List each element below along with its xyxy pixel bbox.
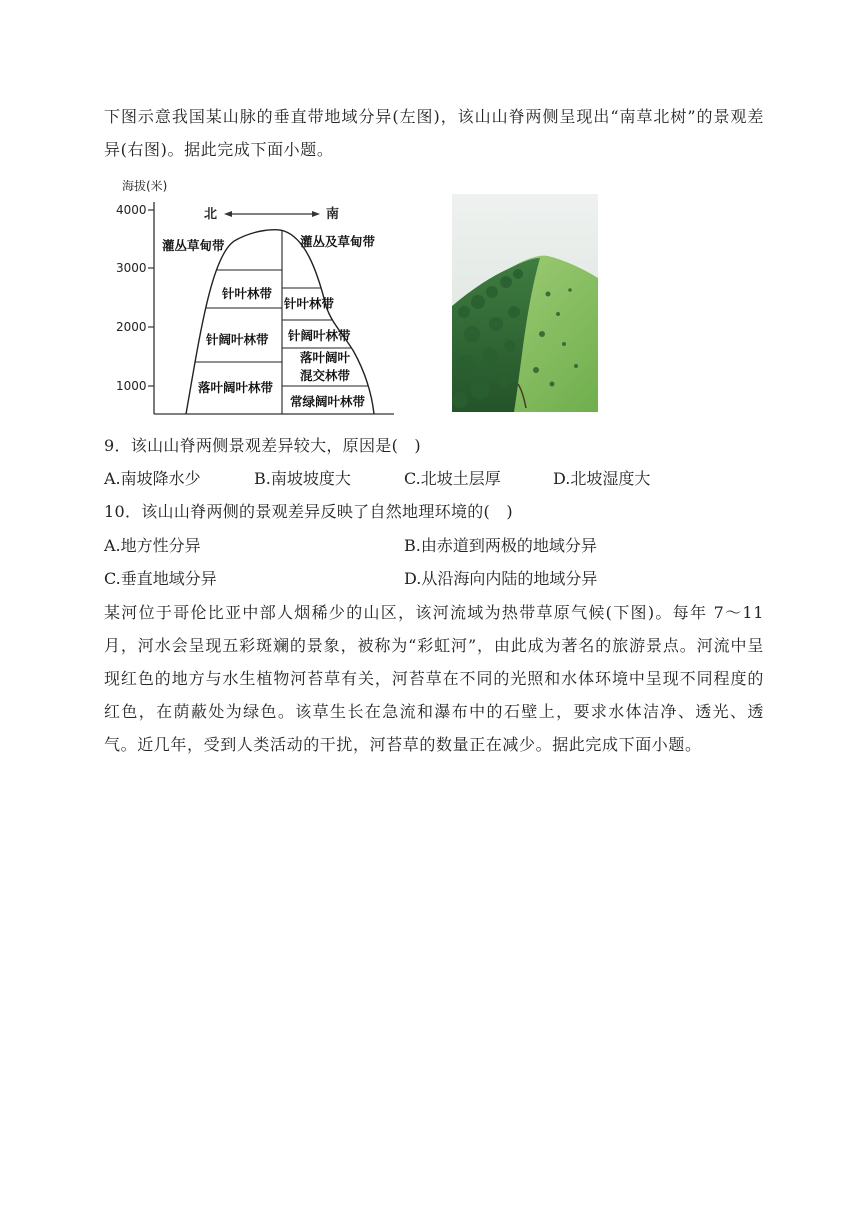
south-zone-shrub-meadow: 灌丛及草甸带 <box>300 234 376 249</box>
intro-paragraph-1: 下图示意我国某山脉的垂直带地域分异(左图)，该山山脊两侧呈现出“南草北树”的景观差异(右图)。据此完成下面小题。 <box>104 107 764 159</box>
ridge-photo <box>452 194 598 412</box>
q10-option-a[interactable]: A.地方性分异 <box>104 536 201 555</box>
q9-option-a[interactable]: A.南坡降水少 <box>104 469 201 488</box>
vertical-zonation-diagram <box>104 174 404 420</box>
north-label: 北 <box>204 207 218 222</box>
tick-label-1000: 1000 <box>116 379 147 393</box>
arrow-head-north <box>224 211 232 217</box>
south-zone-mixed: 针阔叶林带 <box>288 328 351 343</box>
q9-option-b[interactable]: B.南坡坡度大 <box>254 469 351 488</box>
south-zone-deciduous-mixed-2: 混交林带 <box>300 368 351 383</box>
ridge-photo-svg <box>452 194 598 412</box>
north-zone-coniferous: 针叶林带 <box>222 286 273 301</box>
tick-label-2000: 2000 <box>116 320 147 334</box>
tick-label-3000: 3000 <box>116 261 147 275</box>
north-zone-deciduous: 落叶阔叶林带 <box>198 380 274 395</box>
south-zone-coniferous: 针叶林带 <box>284 296 335 311</box>
q9-option-d[interactable]: D.北坡湿度大 <box>553 469 651 488</box>
q10-option-d[interactable]: D.从沿海向内陆的地域分异 <box>404 569 598 588</box>
south-label: 南 <box>326 207 340 222</box>
question-9-stem: 9．该山山脊两侧景观差异较大，原因是( ) <box>104 436 421 455</box>
question-10-stem: 10．该山山脊两侧的景观差异反映了自然地理环境的( ) <box>104 502 513 521</box>
tick-label-4000: 4000 <box>116 203 147 217</box>
arrow-head-south <box>312 211 320 217</box>
q10-option-c[interactable]: C.垂直地域分异 <box>104 569 217 588</box>
intro-paragraph-2: 某河位于哥伦比亚中部人烟稀少的山区，该河流域为热带草原气候(下图)。每年 7～11月，河水会呈现五彩斑斓的景象，被称为“彩虹河”，由此成为著名的旅游景点。河流中呈现红色的地方与水生植物河苔草有关，河苔草在不同的光照和水体环境中呈现不同程度的红色，在荫蔽处为绿色。该草生长在急流和瀑布中的石壁上，要求水体洁净、透光、透气。近几年，受到人类活动的干扰，河苔草的数量正在减少。据此完成下面小题。 <box>104 603 764 754</box>
zonation-svg <box>104 174 404 420</box>
north-zone-mixed: 针阔叶林带 <box>206 332 269 347</box>
south-zone-deciduous-mixed-1: 落叶阔叶 <box>300 350 351 365</box>
north-zone-shrub-meadow: 灌丛草甸带 <box>162 238 225 253</box>
south-zone-evergreen: 常绿阔叶林带 <box>290 394 366 409</box>
y-axis-label: 海拔(米) <box>122 179 168 193</box>
q9-option-c[interactable]: C.北坡土层厚 <box>404 469 501 488</box>
q10-option-b[interactable]: B.由赤道到两极的地域分异 <box>404 536 597 555</box>
